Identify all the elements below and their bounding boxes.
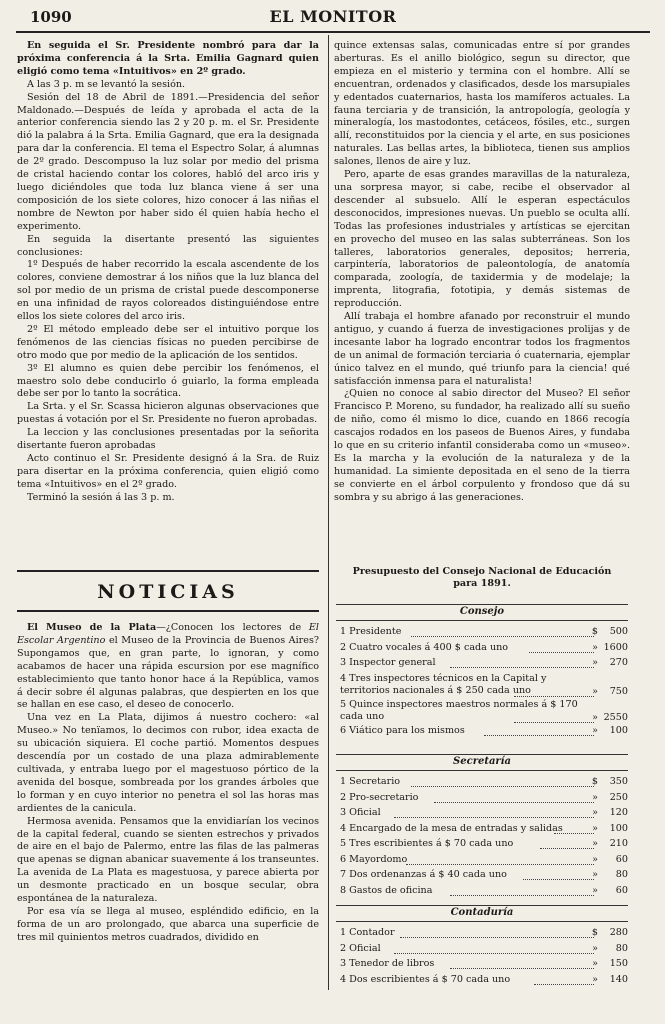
budget-row xyxy=(340,885,630,898)
budget-row-label: 5 Tres escribientes á $ 70 cada uno xyxy=(340,838,514,849)
budget-section-heading: Consejo xyxy=(459,606,505,617)
paragraph: Una vez en La Plata, dijimos á nuestro cochero: «al Museo.» No tenïamos, lo decimos con rubor, idea exacta de su ubicación siquiera. El coche partió. Momentos despues descendía por un costado de una plaza admirablemente cultivada, y entraba luego por el magestuoso pórtico de la avenida del bosque, sombreada por los grandes árboles que lo forman y en cuyo interior no penetra el sol las horas mas ardientes de la canicula. xyxy=(17,712,319,814)
budget-row-label: 8 Gastos de oficina xyxy=(340,884,433,896)
budget-row-label: 4 Dos escribientes á $ 70 cada uno xyxy=(340,973,511,985)
section-rule xyxy=(336,604,628,605)
budget-row-label: 1 Presidente xyxy=(340,626,402,637)
budget-row-label: 6 Viático para los mismos xyxy=(340,724,465,736)
currency-mark: » xyxy=(592,822,598,834)
section-rule xyxy=(336,905,628,906)
section-rule xyxy=(336,921,628,922)
dot-leader xyxy=(450,958,594,969)
budget-row-label: 1 Secretario xyxy=(340,776,401,787)
currency-mark: $ xyxy=(591,626,598,637)
budget-row xyxy=(340,823,630,836)
budget-title xyxy=(334,566,630,590)
dot-leader xyxy=(523,869,594,880)
dot-leader xyxy=(400,927,594,938)
column-divider xyxy=(328,35,329,990)
budget-row-amount: 80 xyxy=(615,942,628,954)
currency-mark: » xyxy=(592,838,598,849)
budget-title-line: para 1891. xyxy=(453,578,511,589)
budget-row-amount: 140 xyxy=(609,973,628,985)
dot-leader xyxy=(411,626,594,637)
currency-mark: » xyxy=(592,657,598,668)
budget-row-label: 7 Dos ordenanzas á $ 40 cada uno xyxy=(340,869,507,880)
page-number: 1090 xyxy=(30,8,72,26)
currency-mark: » xyxy=(592,711,598,723)
currency-mark: » xyxy=(592,724,598,736)
dot-leader xyxy=(529,642,594,653)
dot-leader xyxy=(514,686,594,697)
budget-row-amount: 500 xyxy=(609,626,628,637)
dot-leader xyxy=(450,657,594,668)
budget-row-label: 3 Oficial xyxy=(340,807,381,818)
paragraph: Sesión del 18 de Abril de 1891.—Presidencia del señor Maldonado.—Después de leída y aprobada el acta de la anterior conferencia siendo las 2 y 20 p. m. el Sr. Presidente dió la palabra á la Srta. Emilia Gagnard, que era la designada para dar la conferencia. El tema el Espectro Solar, á alumnas de 2º grado. Descompuso la luz solar por medio del prisma de cristal haciendo contar los colores, habló del arco iris y luego diciéndoles que toda luz blanca viene á ser una composición de los siete colores, hizo conocer á las niñas el nombre de Newton por haber sido él quien había hecho el experimento. xyxy=(17,91,319,232)
publication-ref: El Escolar Argentino xyxy=(17,622,319,646)
paragraph: Hermosa avenida. Pensamos que la envidiarían los vecinos de la capital federal, cuando se sienten estrechos y privados de aire en el bajo de Palermo, entre las filas de las palmeras que apenas se dignan abanicar suavemente á los transeuntes. La avenida de La Plata es magestuosa, y parece abierta por un desmonte practicado en un bosque secular, obra espontánea de la naturaleza. xyxy=(17,815,319,905)
budget-row xyxy=(340,974,630,987)
paragraph: Terminó la sesión á las 3 p. m. xyxy=(27,491,175,503)
budget-row xyxy=(340,838,630,851)
paragraph: quince extensas salas, comunicadas entre sí por grandes aberturas. Es el anillo biológico, segun su director, que empieza en el misterio y termina con el hombre. Allí se encuentran, ordenados y clasificados, desde los marsupiales y edentados cuaternarios, hasta los mamíferos actuales. La fauna terciaria y de transición, la antropología, geología y mineralogía, los mastodontes, cetáceos, fósiles, etc., surgen allí, reconstituidos por la ciencia y el arte, en sus posiciones naturales. Las bellas artes, la biblioteca, tienen sus amplios salones, llenos de aire y luz. xyxy=(334,40,630,168)
paragraph: 3º El alumno es quien debe percibir los fenómenos, el maestro solo debe conducirlo ó guiarlo, la forma empleada debe ser por lo tanto la socrática. xyxy=(17,362,319,400)
budget-row xyxy=(340,699,630,725)
budget-row-amount: 270 xyxy=(609,657,628,668)
section-rule xyxy=(336,770,628,771)
budget-row-amount: 1600 xyxy=(603,641,628,653)
section-rule xyxy=(336,754,628,755)
budget-row xyxy=(340,642,630,655)
budget-section-heading: Secretaría xyxy=(453,756,511,767)
paragraph: A las 3 p. m se levantó la sesión. xyxy=(27,78,186,90)
paragraph: La leccion y las conclusiones presentadas por la señorita disertante fueron aprobadas xyxy=(17,427,319,452)
budget-row-amount: 80 xyxy=(615,869,628,880)
budget-row xyxy=(340,626,630,639)
budget-row-label: 4 Tres inspectores técnicos en la Capital y territorios nacionales á $ 250 cada uno xyxy=(340,672,547,696)
section-rule xyxy=(17,570,319,572)
currency-mark: » xyxy=(592,973,598,985)
budget-row xyxy=(340,854,630,867)
budget-row-amount: 100 xyxy=(609,822,628,834)
right-column-top xyxy=(334,40,630,505)
paragraph: 1º Después de haber recorrido la escala ascendente de los colores, conviene demostrar á los niños que la luz blanca del sol por medio de un prisma de cristal puede descomponerse en una infinidad de rayos coloreados distinguiéndose entre ellos los siete colores del arco iris. xyxy=(17,259,319,323)
noticias-heading: NOTICIAS xyxy=(97,581,239,603)
budget-row-amount: 280 xyxy=(609,927,628,938)
budget-row-label: 3 Inspector general xyxy=(340,657,436,668)
currency-mark: » xyxy=(592,641,598,653)
dot-leader xyxy=(534,974,594,985)
currency-mark: » xyxy=(592,869,598,880)
budget-title-line: Presupuesto del Consejo Nacional de Educación xyxy=(352,566,612,577)
budget-row-label: 2 Pro-secretario xyxy=(340,791,419,803)
dot-leader xyxy=(411,776,594,787)
paragraph: En seguida el Sr. Presidente nombró para dar la próxima conferencia á la Srta. Emilia Gagnard quien eligió como tema «Intuitivos» en 2º grado. xyxy=(17,40,319,77)
budget-row-amount: 150 xyxy=(609,958,628,969)
page-header xyxy=(16,6,650,28)
header-rule xyxy=(16,31,650,33)
budget-row xyxy=(340,657,630,670)
dot-leader xyxy=(554,823,594,834)
budget-row xyxy=(340,792,630,805)
budget-row-amount: 350 xyxy=(609,776,628,787)
budget-row xyxy=(340,725,630,738)
dot-leader xyxy=(406,854,594,865)
currency-mark: » xyxy=(592,791,598,803)
budget-row xyxy=(340,673,630,699)
budget-row xyxy=(340,927,630,940)
budget-row-label: 6 Mayordomo xyxy=(340,853,408,865)
budget-row xyxy=(340,869,630,882)
dot-leader xyxy=(484,725,594,736)
budget-row xyxy=(340,807,630,820)
budget-row-amount: 60 xyxy=(615,884,628,896)
currency-mark: » xyxy=(592,884,598,896)
budget-row-amount: 250 xyxy=(609,791,628,803)
budget-row xyxy=(340,958,630,971)
budget-row-label: 3 Tenedor de libros xyxy=(340,958,435,969)
paragraph: Acto continuo el Sr. Presidente designó á la Sra. de Ruiz para disertar en la próxima conferencia, quien eligió como tema «Intuitivos» en el 2º grado. xyxy=(17,453,319,490)
budget-row-amount: 60 xyxy=(615,853,628,865)
dot-leader xyxy=(514,712,594,723)
article-heading: El Museo de la Plata xyxy=(27,622,157,633)
paragraph: Por esa vía se llega al museo, espléndido edificio, en la forma de un aro prolongado, que abarca una superficie de tres mil quinientos metros cuadrados, dividido en xyxy=(17,905,319,943)
budget-row-label: 1 Contador xyxy=(340,927,395,938)
paragraph: En seguida la disertante presentó las siguientes conclusiones: xyxy=(17,233,319,258)
budget-row-label: 5 Quince inspectores maestros normales á $ 170 cada uno xyxy=(340,698,578,722)
paragraph: 2º El método empleado debe ser el intuitivo porque los fenómenos de las ciencias físicas no pueden percibirse de otro modo que por medio de la aplicación de los sentidos. xyxy=(17,323,319,361)
budget-row xyxy=(340,776,630,789)
paragraph: ¿Quien no conoce al sabio director del Museo? El señor Francisco P. Moreno, su fundador, ha realizado allí su sueño de niño, como él mismo lo dice, cuando en 1866 recogía cascajos rodados en los paseos de Buenos Aires, y fundaba lo que en su criterio infantil consideraba como un «museo». Es la marcha y la evolución de la naturaleza y de la humanidad. La simiente depositada en el seno de la tierra se convierte en el árbol corpulento y frondoso que dá su sombra y su abrigo á las generaciones. xyxy=(334,388,630,503)
budget-row-label: 2 Cuatro vocales á 400 $ cada uno xyxy=(340,641,509,653)
budget-row-label: 4 Encargado de la mesa de entradas y salidas xyxy=(340,822,563,834)
budget-row xyxy=(340,943,630,956)
publication-title: EL MONITOR xyxy=(269,7,397,26)
left-column-top xyxy=(17,40,319,505)
budget-row-amount: 100 xyxy=(609,724,628,736)
section-rule xyxy=(336,620,628,621)
inline-text: —¿Conocen los lectores de xyxy=(156,622,302,633)
left-column-bottom xyxy=(17,622,319,945)
currency-mark: » xyxy=(592,958,598,969)
paragraph: Allí trabaja el hombre afanado por reconstruir el mundo antiguo, y cuando á fuerza de investigaciones prolijas y de incesante labor ha logrado encontrar todos los fragmentos de un animal de formación terciaria ó cuaternaria, ejemplar único talvez en el mundo, qué triunfo para la ciencia! qué satisfacción inmensa para el naturalista! xyxy=(334,311,630,387)
dot-leader xyxy=(394,943,594,954)
currency-mark: » xyxy=(592,853,598,865)
budget-row-amount: 210 xyxy=(609,838,628,849)
currency-mark: » xyxy=(592,807,598,818)
dot-leader xyxy=(434,792,594,803)
budget-section-heading: Contaduría xyxy=(450,907,514,918)
budget-row-amount: 2550 xyxy=(603,711,628,723)
currency-mark: $ xyxy=(591,927,598,938)
paragraph: Pero, aparte de esas grandes maravillas de la naturaleza, una sorpresa mayor, si cabe, recibe el observador al descender al subsuelo. Allí le esperan espectáculos desconocidos, impresiones nuevas. Un pueblo se oculta allí. Todas las profesiones industriales y artísticas se ejercitan en provecho del museo en las salas subterráneas. Son los talleres, laboratorios generales, depositos; herreria, carpintería, laboratorios de paleontología, de anatomía comparada, zoología, de taxidermia y de modelaje; la imprenta, litografia, fototipia, y demás sistemas de reproducción. xyxy=(334,169,630,310)
budget-row-amount: 750 xyxy=(609,685,628,697)
budget-row-label: 2 Oficial xyxy=(340,942,381,954)
inline-text: el Museo de la Provincia de Buenos Aires? Supongamos que, en gran parte, lo ignoran, y como acabamos de hacer una rápida escursion por ese magnífico establecimiento que tanto honor hace á la República, vamos á decir sobre él algunas palabras, que despierten en los que se hallan en ese caso, el deseo de conocerlo. xyxy=(17,634,320,711)
currency-mark: » xyxy=(592,685,598,697)
currency-mark: $ xyxy=(591,776,598,787)
dot-leader xyxy=(450,885,594,896)
dot-leader xyxy=(394,807,594,818)
section-rule xyxy=(17,610,319,612)
paragraph: La Srta. y el Sr. Scassa hicieron algunas observaciones que puestas á votación por el Sr. Presidente no fueron aprobadas. xyxy=(17,401,319,426)
museo-paragraph xyxy=(17,622,319,712)
dot-leader xyxy=(540,838,594,849)
budget-row-amount: 120 xyxy=(609,807,628,818)
currency-mark: » xyxy=(592,942,598,954)
